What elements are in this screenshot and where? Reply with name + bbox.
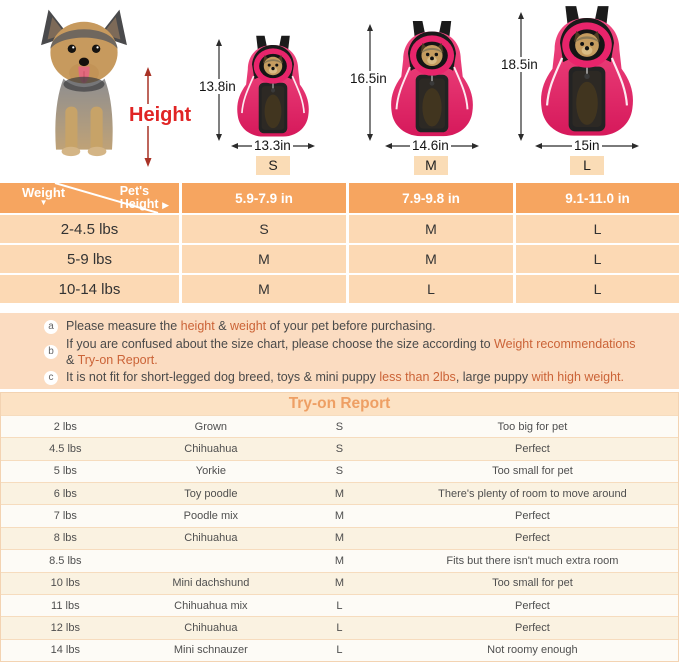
chosen-size: S [335, 465, 344, 478]
fit-review: Not roomy enough [487, 644, 578, 657]
size-cell: L [516, 215, 679, 243]
backpack-l-height-label: 18.5in [501, 57, 538, 72]
fit-review: Perfect [514, 510, 550, 523]
pet-weight: 11 lbs [51, 599, 80, 612]
table-row [1, 460, 678, 482]
note-marker: c [44, 371, 58, 385]
chosen-size: M [334, 487, 345, 500]
table-row [1, 504, 678, 526]
size-badge-l: L [570, 156, 604, 175]
pet-weight: 8 lbs [53, 532, 77, 545]
row-header: 2-4.5 lbs [0, 215, 179, 243]
pet-weight: 7 lbs [53, 510, 77, 523]
note-text: If you are confused about the size chart, please choose the size according to Weight recommendations & Try-on Report. [66, 337, 636, 367]
pet-breed: Toy poodle [184, 487, 238, 500]
table-row [1, 572, 678, 594]
backpack-m-width-label: 14.6in [412, 138, 449, 153]
note-marker: a [44, 320, 58, 334]
pet-weight: 6 lbs [53, 487, 77, 500]
table-corner-cell [0, 183, 179, 213]
pet-breed: Chihuahua [184, 532, 238, 545]
note-marker: b [44, 345, 58, 359]
table-row [1, 639, 678, 661]
table-row [1, 415, 678, 437]
pet-breed: Chihuahua mix [174, 599, 248, 612]
chosen-size: S [335, 420, 344, 433]
pet-breed: Poodle mix [183, 510, 239, 523]
chosen-size: M [334, 532, 345, 545]
fit-review: Perfect [514, 532, 550, 545]
pet-breed: Chihuahua [184, 443, 238, 456]
pet-breed: Yorkie [195, 465, 226, 478]
pet-breed: Grown [194, 420, 228, 433]
size-cell: M [182, 275, 346, 303]
weight-axis-label: Weight ▼ [22, 185, 66, 207]
chosen-size: M [334, 577, 345, 590]
note-a [44, 318, 669, 335]
try-on-report-rows [1, 415, 678, 661]
dimension-arrows [0, 0, 679, 181]
chosen-size: S [335, 443, 344, 456]
size-badge-s: S [256, 156, 290, 175]
note-b [44, 336, 669, 368]
pet-breed: Mini schnauzer [173, 644, 248, 657]
table-row [1, 549, 678, 571]
fit-review: Fits but there isn't much extra room [446, 554, 619, 567]
row-header: 10-14 lbs [0, 275, 179, 303]
illustration-section [0, 0, 679, 181]
backpack-s-width-label: 13.3in [254, 138, 291, 153]
pet-weight: 5 lbs [53, 465, 77, 478]
pet-weight: 8.5 lbs [49, 554, 82, 567]
fit-review: Perfect [514, 599, 550, 612]
purchase-notes [0, 313, 679, 389]
pet-breed: Chihuahua [184, 621, 238, 634]
note-text: It is not fit for short-legged dog breed, toys & mini puppy less than 2lbs, large puppy with high weight. [66, 370, 624, 384]
chosen-size: L [336, 644, 343, 657]
backpack-m-height-label: 16.5in [350, 71, 387, 86]
fit-review: Perfect [514, 621, 550, 634]
size-recommendation-table [0, 183, 679, 303]
fit-review: Perfect [514, 443, 550, 456]
column-header: 7.9-9.8 in [349, 183, 513, 213]
fit-review: Too small for pet [492, 577, 573, 590]
right-arrow-icon: ▶ [162, 200, 169, 210]
try-on-report-table [0, 392, 679, 662]
size-cell: M [349, 245, 513, 273]
pet-height-label: Height [129, 104, 192, 126]
chosen-size: M [334, 510, 345, 523]
chosen-size: L [336, 599, 343, 612]
fit-review: Too small for pet [492, 465, 573, 478]
pet-weight: 4.5 lbs [49, 443, 82, 456]
note-c [44, 369, 669, 386]
column-header: 5.9-7.9 in [182, 183, 346, 213]
size-cell: S [182, 215, 346, 243]
size-cell: L [516, 275, 679, 303]
fit-review: Too big for pet [497, 420, 568, 433]
table-row [1, 437, 678, 459]
size-cell: L [349, 275, 513, 303]
note-text: Please measure the height & weight of your pet before purchasing. [66, 319, 436, 333]
pet-weight: 2 lbs [53, 420, 77, 433]
fit-review: There's plenty of room to move around [438, 487, 627, 500]
table-row [1, 616, 678, 638]
chosen-size: L [336, 621, 343, 634]
row-header: 5-9 lbs [0, 245, 179, 273]
pet-breed: Mini dachshund [172, 577, 250, 590]
size-cell: M [349, 215, 513, 243]
size-cell: M [182, 245, 346, 273]
table-row [1, 527, 678, 549]
pet-weight: 14 lbs [50, 644, 80, 657]
try-on-report-title: Try-on Report [1, 393, 678, 415]
pet-weight: 12 lbs [50, 621, 80, 634]
table-row [1, 594, 678, 616]
backpack-s-height-label: 13.8in [199, 79, 236, 94]
table-row [1, 482, 678, 504]
size-badge-m: M [414, 156, 448, 175]
backpack-l-width-label: 15in [574, 138, 600, 153]
column-header: 9.1-11.0 in [516, 183, 679, 213]
chosen-size: M [334, 554, 345, 567]
size-cell: L [516, 245, 679, 273]
pet-height-axis-label: Pet's Height ▶ [119, 184, 169, 211]
down-arrow-icon: ▼ [39, 198, 48, 207]
pet-weight: 10 lbs [50, 577, 80, 590]
